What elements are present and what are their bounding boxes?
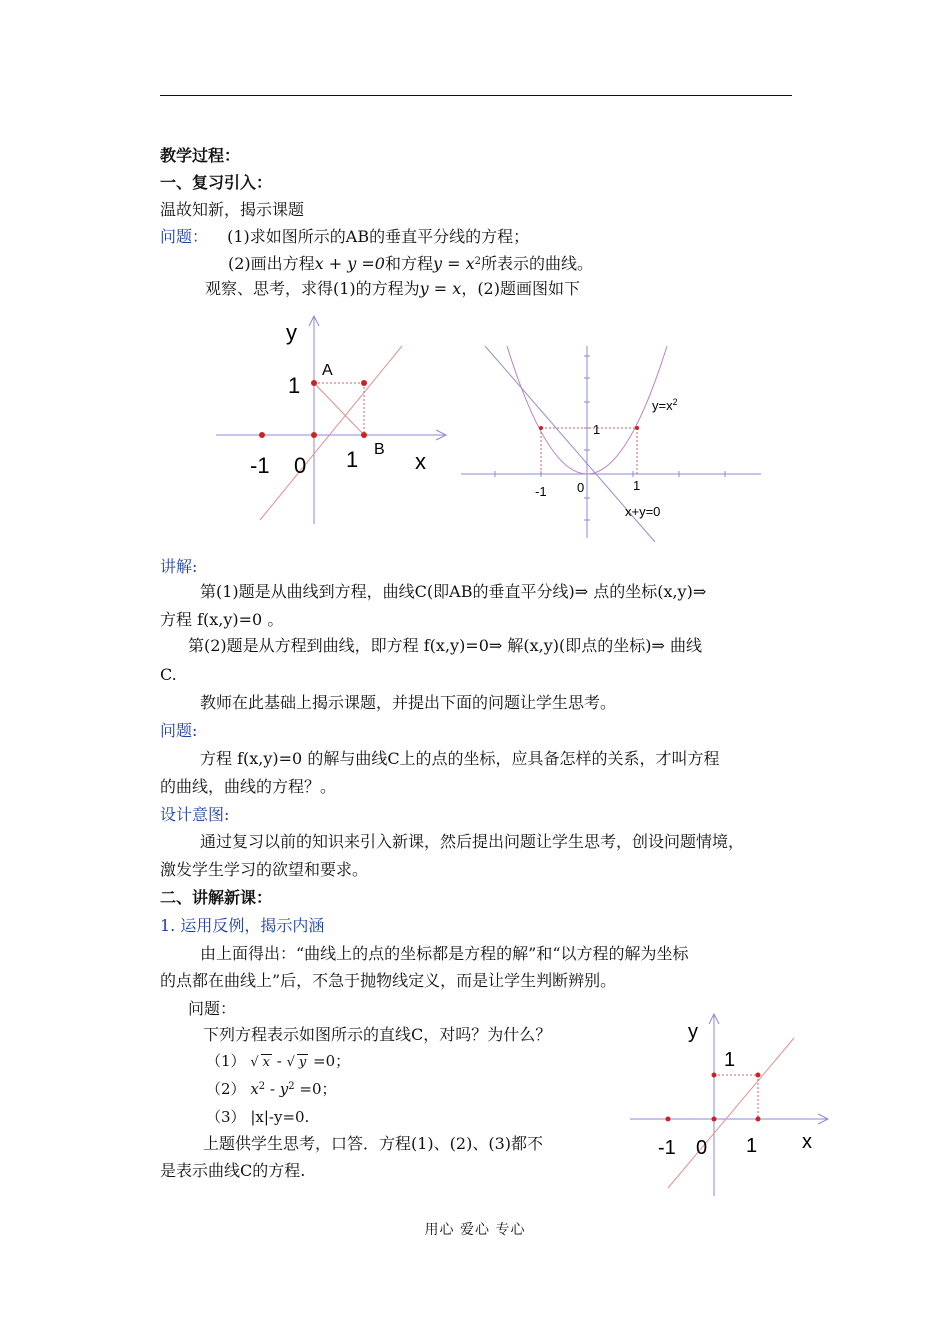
sqrt-x: √ x (250, 1055, 270, 1070)
option-2: （2） $x^2 - y^2 =0$； (206, 1080, 337, 1098)
point-b (361, 432, 367, 438)
design-p1b: 激发学生学习的欲望和要求。 (160, 860, 369, 879)
section2-question-label: 问题： (188, 999, 237, 1018)
question2-label: 问题: (160, 721, 198, 740)
q2-exponent: 2 (474, 256, 482, 267)
point-neg1-1 (539, 426, 543, 430)
point-0-1 (712, 1073, 717, 1078)
sqrt-y: √ y (286, 1055, 307, 1070)
explain-p2b: C. (160, 665, 177, 684)
section1-subtitle: 温故知新，揭示课题 (160, 200, 305, 219)
option-2-y: y (279, 1080, 289, 1098)
option-3-number: （3） (206, 1108, 246, 1126)
section2-question-text: 下列方程表示如图所示的直线C，对吗？为什么？ (203, 1025, 552, 1044)
point-a (311, 380, 317, 386)
sqrt-y-arg: y (298, 1055, 307, 1070)
label-b: B (374, 441, 385, 458)
point-origin (712, 1117, 717, 1122)
obs-text-post: ，(2)题画图如下 (461, 279, 580, 298)
question2-p1b: 的曲线，曲线的方程？。 (160, 777, 337, 796)
label-curve (652, 397, 678, 413)
page-footer: 用心 爱心 专心 (424, 1222, 526, 1238)
label-one-x: 1 (346, 447, 359, 472)
option-3-equation: |x|-y=0. (250, 1108, 310, 1126)
obs-equation: y = x (419, 279, 462, 298)
option-2-minus: - (265, 1080, 280, 1098)
option-2-x: x (250, 1080, 259, 1098)
axis-ticks (495, 356, 725, 520)
question-1: (1)求如图所示的AB的垂直平分线的方程； (227, 227, 530, 246)
label-x: x (415, 449, 426, 474)
answer-line-2: 是表示曲线C的方程. (160, 1161, 306, 1180)
obs-text: 观察、思考，求得(1)的方程为 (205, 279, 420, 298)
q2-text-mid: 和方程 (384, 254, 433, 273)
option-2-end: =0； (294, 1080, 337, 1098)
observation-line (205, 278, 580, 300)
option-1-end: =0； (308, 1052, 351, 1070)
curve-base: y=x (652, 398, 673, 413)
label-x: x (802, 1131, 812, 1153)
question-2 (228, 253, 593, 275)
label-a: A (322, 362, 333, 379)
question-label: 问题： (160, 227, 209, 246)
design-p1: 通过复习以前的知识来引入新课，然后提出问题让学生思考，创设问题情境， (200, 832, 745, 851)
section2-sub1: 1. 运用反例，揭示内涵 (160, 916, 325, 935)
question-line-1 (160, 226, 529, 248)
label-neg1: -1 (250, 453, 270, 478)
label-zero: 0 (577, 480, 585, 495)
explain-p1b: 方程 f(x,y)=0 。 (160, 610, 284, 629)
figure-perpendicular-bisector (210, 310, 460, 530)
q2-equation-2: y = x (433, 254, 475, 273)
figure-line-c (628, 1012, 838, 1202)
label-neg1: -1 (658, 1137, 676, 1159)
label-zero: 0 (696, 1137, 708, 1159)
label-line: x+y=0 (625, 504, 661, 519)
segment-ab (314, 383, 364, 435)
option-1-minus: - (271, 1052, 287, 1070)
section2-p1b: 的点都在曲线上”后，不急于抛物线定义，而是让学生判断辨别。 (160, 971, 617, 990)
header-rule (160, 95, 792, 96)
point-1-1 (361, 380, 367, 386)
point-1-1 (635, 426, 639, 430)
point-neg1-0 (666, 1117, 671, 1122)
label-y: y (286, 320, 297, 345)
explain-p2: 第(2)题是从方程到曲线，即方程 f(x,y)=0⇒ 解(x,y)(即点的坐标)⇒ 曲线 (188, 636, 702, 655)
label-one-y: 1 (593, 422, 601, 437)
q2-text: (2)画出方程 (228, 254, 315, 273)
label-zero: 0 (294, 453, 307, 478)
section2-title: 二、讲解新课： (160, 888, 273, 907)
label-one-x: 1 (633, 478, 641, 493)
figure-parabola (455, 342, 765, 542)
label-neg1: -1 (535, 484, 547, 499)
option-2-number: （2） (206, 1080, 246, 1098)
label-one-y: 1 (288, 373, 301, 398)
section1-title: 一、复习引入： (160, 173, 273, 192)
section2-p1: 由上面得出：“曲线上的点的坐标都是方程的解”和“以方程的解为坐标 (200, 944, 689, 963)
sqrt-x-arg: x (262, 1055, 270, 1070)
point-origin (311, 432, 317, 438)
option-3 (206, 1106, 309, 1128)
explain-p3: 教师在此基础上揭示课题，并提出下面的问题让学生思考。 (200, 693, 617, 712)
curve-exponent: 2 (672, 397, 678, 407)
q2-text-post: 所表示的曲线。 (481, 254, 594, 273)
question2-p1: 方程 f(x,y)=0 的解与曲线C上的点的坐标，应具备怎样的关系，才叫方程 (200, 749, 720, 768)
label-one-x: 1 (746, 1135, 758, 1157)
option-1 (206, 1050, 350, 1074)
design-label: 设计意图: (160, 805, 230, 824)
explain-label: 讲解: (160, 557, 198, 576)
point-neg1 (259, 432, 265, 438)
point-1-0 (756, 1117, 761, 1122)
answer-line-1: 上题供学生思考，口答．方程(1)、(2)、(3)都不 (203, 1134, 543, 1153)
label-one-y: 1 (724, 1049, 736, 1071)
q2-equation-1: x + y =0 (314, 254, 385, 273)
option-1-number: （1） (206, 1052, 246, 1070)
point-1-1 (756, 1073, 761, 1078)
label-y: y (688, 1021, 698, 1043)
explain-p1: 第(1)题是从曲线到方程，曲线C(即AB的垂直平分线)⇒ 点的坐标(x,y)⇒ (200, 582, 707, 601)
lesson-heading: 教学过程： (160, 146, 241, 165)
